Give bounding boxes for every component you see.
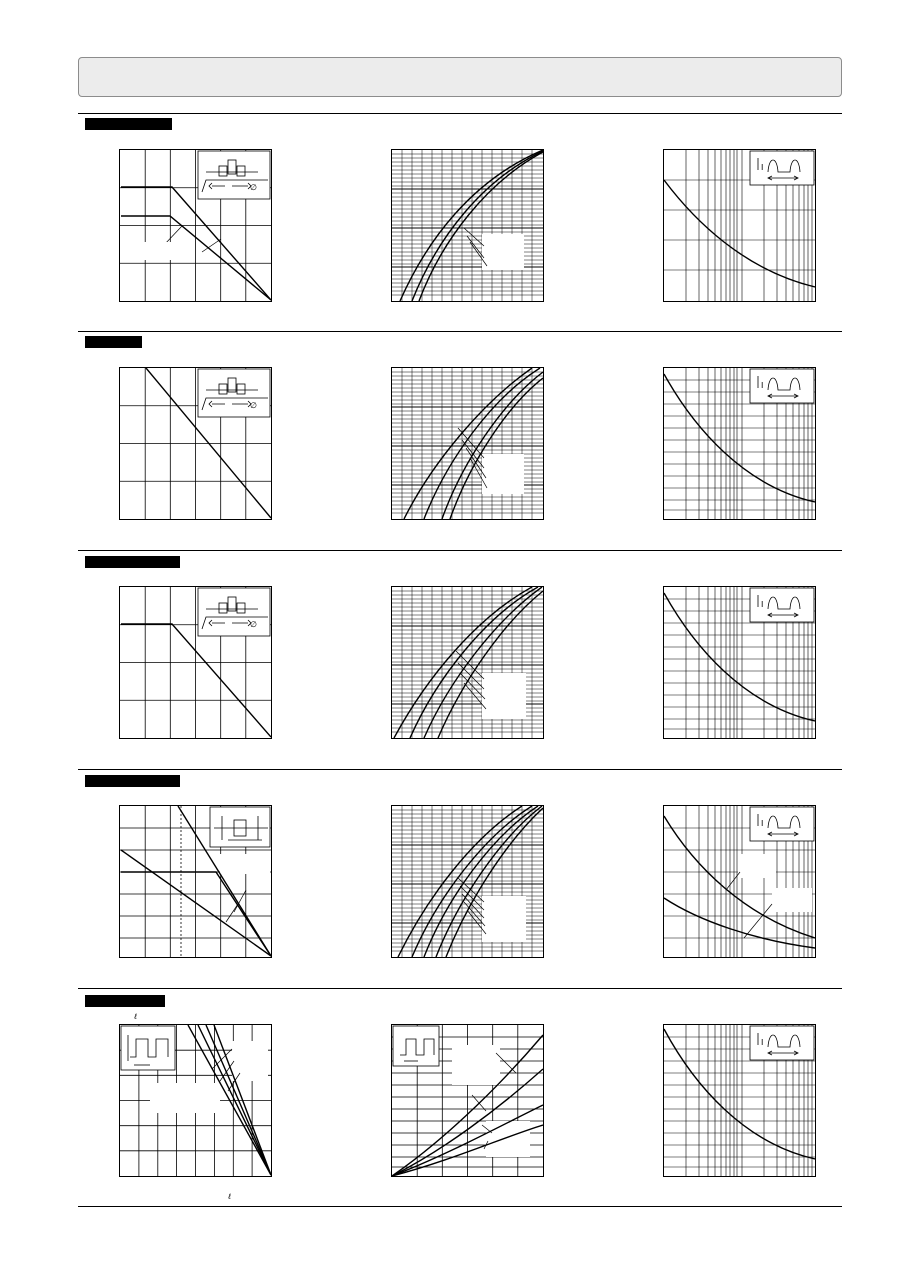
section-label-block <box>85 118 172 130</box>
derating-graph-2-svg <box>120 368 271 519</box>
surge-current-graph-5 <box>663 1024 816 1177</box>
surge-current-graph-2 <box>663 367 816 520</box>
page-bottom-rule <box>78 1206 842 1207</box>
derating-graph-4-svg <box>120 806 271 957</box>
pulse-derating-graph-5-svg <box>120 1025 271 1176</box>
diameter-symbol: ∅ <box>250 183 257 192</box>
log-grid <box>392 368 543 519</box>
legend-box <box>220 854 270 874</box>
current-symbol: I <box>761 163 764 172</box>
leaders <box>726 872 772 938</box>
derating-graph-3-svg <box>120 587 271 738</box>
derating-graph-1-svg <box>120 150 271 301</box>
mounting-inset <box>198 369 270 417</box>
pulse-derating-graph-5 <box>119 1024 272 1177</box>
surge-current-graph-3 <box>663 586 816 739</box>
surge-current-graph-5-svg <box>664 1025 815 1176</box>
circuit-inset <box>210 807 270 847</box>
section-rule <box>78 113 842 114</box>
page-header-bar <box>78 57 842 97</box>
diameter-symbol: ∅ <box>250 401 257 410</box>
surge-current-graph-4-svg <box>664 806 815 957</box>
legend-box-right <box>232 1041 268 1081</box>
waveform-inset <box>750 1026 814 1060</box>
forward-characteristic-graph-1-svg <box>392 150 543 301</box>
current-symbol: I <box>761 600 764 609</box>
legend-box-lower <box>486 1121 530 1157</box>
section-label-block <box>85 775 180 787</box>
forward-characteristic-graph-2-svg <box>392 368 543 519</box>
mounting-inset <box>198 151 270 199</box>
log-grid <box>392 150 543 301</box>
derating-curve <box>121 624 271 737</box>
derating-graph-4 <box>119 805 272 958</box>
current-symbol: I <box>761 1038 764 1047</box>
current-symbol: I <box>761 819 764 828</box>
mounting-inset <box>198 588 270 636</box>
section-label-block <box>85 995 165 1007</box>
legend-box <box>482 454 524 494</box>
section-rule <box>78 769 842 770</box>
forward-characteristic-graph-2 <box>391 367 544 520</box>
surge-current-graph-2-svg <box>664 368 815 519</box>
legend-box-upper <box>452 1045 500 1085</box>
legend-box-upper <box>738 854 776 878</box>
current-symbol: I <box>761 381 764 390</box>
section-rule <box>78 331 842 332</box>
waveform-inset <box>750 807 814 841</box>
diameter-symbol: ∅ <box>250 620 257 629</box>
pulse-forward-graph-5 <box>391 1024 544 1177</box>
legend-box-lower <box>772 888 812 912</box>
section-label-block <box>85 336 142 348</box>
derating-graph-1 <box>119 149 272 302</box>
waveform-inset <box>750 369 814 403</box>
forward-characteristic-graph-4-svg <box>392 806 543 957</box>
section-rule <box>78 550 842 551</box>
pulse-forward-graph-5-svg <box>392 1025 543 1176</box>
length-mark-bottom: ℓ <box>228 1191 232 1201</box>
legend-box <box>482 234 524 270</box>
forward-characteristic-graph-3 <box>391 586 544 739</box>
surge-current-graph-1 <box>663 149 816 302</box>
legend-box <box>482 673 526 719</box>
derating-graph-2 <box>119 367 272 520</box>
forward-characteristic-graph-3-svg <box>392 587 543 738</box>
derating-graph-3 <box>119 586 272 739</box>
section-rule <box>78 988 842 989</box>
leaders <box>226 890 246 922</box>
section-label-block <box>85 556 180 568</box>
length-mark-top: ℓ <box>134 1011 138 1021</box>
forward-characteristic-graph-4 <box>391 805 544 958</box>
legend-box <box>142 242 194 260</box>
legend-box-left <box>150 1083 220 1113</box>
curves <box>400 150 543 301</box>
waveform-inset <box>750 151 814 185</box>
surge-current-graph-3-svg <box>664 587 815 738</box>
legend-box <box>482 896 526 942</box>
waveform-inset <box>750 588 814 622</box>
surge-curve <box>664 180 815 287</box>
surge-current-graph-1-svg <box>664 150 815 301</box>
surge-current-graph-4 <box>663 805 816 958</box>
forward-characteristic-graph-1 <box>391 149 544 302</box>
